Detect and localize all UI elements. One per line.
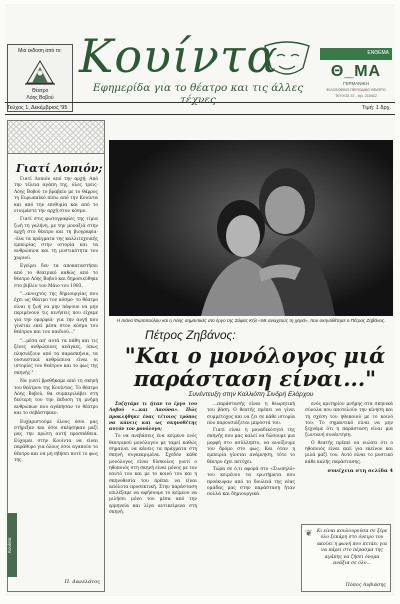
editorial-paragraph: Γιατί Λοπιόν από την αρχή; Από την τέλεια αγάπη της, όλες τρεις· Λόης Βοβού το βραβείο με το θάρρος τη Ευρωπαϊκό πίσω από την Κουίντα και από την επιθυμία και από το ετοιμάστε την αρχή στον κόσμο. [14,177,98,215]
editorial-column [7,120,105,592]
article-column-2 [207,402,295,499]
masthead [5,4,395,116]
decorative-pattern [8,121,104,154]
sponsor-ad [320,48,392,100]
column-side-tab: Κουίντα [7,513,17,577]
article-paragraph: ενός κριτηρίου μνήμης στα σκηνικά σύνολα που αποτελούν την κίνηση και τη σχέση του ηθοποιού με το κοινό του. Το σημαντικό είναι να μην ξεχνάμε ότι η παράσταση είναι μια ζωντανή συνάντηση. [305,402,393,439]
theatre-mask-icon [257,38,317,82]
editorial-paragraph: Ευχαριστούμε όλους όσοι μας στήριξαν και όσοι σκέφτηκαν μαζί μας την πρώτη αυτή προσπάθεια. Εύχομαι στην Κουίντα να είναι παράθυρο για όλους όσοι αγαπούν το θέατρο και να μη σβήσει ποτέ το φως της. [14,419,98,464]
editorial-paragraph: "...ανοιχτός της δημιουργίας που έχει ως θέατρο τον κόσμο· το θέατρο είναι η ζωή να μην πάψουν να μην περιμένουν τις κινήσεις που είχαμε για την ομορφιά· για την αυγή που γίνεται εκεί μέσα στον κόσμο του θεάτρου και του παιδιού..." [14,291,98,336]
issue-price: Τιμή: 1 δρχ. [362,105,391,111]
article-headline: "Και ο μονόλογος μιά παράσταση είναι..." [124,343,386,391]
interview-question: Συζητάμε τι ήταν το έργο του Λοβού «...και Λαούνα». Πώς προκλήθηκε ένας τέτοιος τρόπος να κάνεις και ως σκηνοθέτης αυτόν τον μονόλογο; [109,402,197,433]
stage-photo [109,140,393,316]
newspaper-page [5,4,395,596]
article-column-3 [305,402,393,474]
sponsor-logo: Θ_ΜΑ [330,63,382,80]
flower-ornament-icon: ❦ [305,529,313,539]
editorial-signature: Π. Δανελάτος [64,579,100,585]
editorial-paragraph: Εγείρει δεν τα αποκαταστήσει από το θεατρικό καθώς από το θέατρο Λόης Βοβού και δημοσιεύθηκε στο βιβλίο του Μάιο του 1993. [14,264,98,289]
poem-author: Πόπος Αυβιάσης [345,583,386,588]
theatre-logo-icon [23,57,57,87]
sponsor-line-1: ΦΙΛΟΣΟΦΙΚΟ ΠΕΡΙΟΔΙΚΟ ΘΕΑΤΡΟ [326,88,386,92]
theatre-name-line2: Λόης Βοβού [26,95,54,101]
article-paragraph: Ο θεατής πρέπει να νιώσει ότι ο ηθοποιός είναι εκεί για εκείνον και μιλά μαζί του. Αυτό είναι το μυστικό κάθε καλής παράστασης. [305,440,393,465]
newspaper-title: Κουίντα [79,29,279,83]
title-block [79,29,317,106]
editorial-text [14,177,98,587]
editorial-paragraph: Να γιατί βρεθήκαμε από τη σκηνή του θεάτρου της Κουίντας. Το θέατρο Λόης Βοβού, θα συμπεριλάβει στη δεύτερη του την έκδοση τη μνήμη ανθρώπων που αγάπησαν το θέατρο και το σεβάστηκαν. [14,379,98,417]
stage-photo-image [109,140,393,316]
photo-caption: Η Λιάνα Φωτοπούλου και η Λόης σημαντικές στο έργο της Σόφας Κήλ «Με ανοιχτούς τη χαρά», που σκηνοθέτησε ο Πέτρος Ζηβάνος. [116,318,386,323]
editorial-paragraph: Γιατί στις φωτογραφίες της τίμια ζωή τη γαλήνη, με την μοναξιά στην αρχή στο θέατρο και τη βιογραφία· -όλα τα πράγματα της καλλιτεχνικής εμπειρίας στην ιστορία και τα ανθρώπινα και τη μυστικότητα του χωριού. [14,217,98,261]
publisher-label: Μιά έκδοση από το: [18,48,62,54]
editorial-paragraph: "...μέσα απ' αυτά τα πάθη και τις ξένες ανθρώπινες ανάγκες, όπως πλησιάζουν από τα παρασκήνια, τα ουσιαστικά ανθρώπινα είναι οι ιστορίες του θεάτρου και το φως της σκηνής." [14,338,98,376]
issue-number: Τεύχος 1, Δεκέμβριος '95 [7,105,68,111]
article-column-1 [109,402,197,517]
sponsor-sub: ΓΕΡΜΑΝΙΚΗ [343,81,369,86]
theatre-name-line1: Θέατρο [31,88,49,94]
newspaper-subtitle: Εφημερίδα για το θέατρο και τις άλλες τέχνες [92,82,304,106]
article-paragraph: Γιατί είναι η μοναδικότητά της σκηνής που μας καλεί να δώσουμε μια μορφή στο ασύλληπτο, να ανοίξουμε τον δρόμο στο φως. Και όταν η εμπειρία γίνεται ανάμνηση, τότε το θέατρο έχει πετύχει. [207,428,295,465]
sponsor-ad-top: ΕΝΘΕΜΑ [320,48,392,60]
issue-bar [5,102,395,115]
poem-box [301,524,391,592]
article-byline: Συνέντευξη στην Καλλιόπη Σινδρή Ελάρχου [188,391,314,398]
sponsor-line-2: ΤΕΥΧΟΣ 37 - τηλ. 210412 [335,94,377,98]
article-paragraph: ...παράστασής είναι η θεωρητική του βάση. Ο θεατής πρέπει να γίνει συμμέτοχος και να ζει σε κάθε ιστορία που παρουσιάζεται μπροστά του. [207,402,295,426]
article-kicker: Πέτρος Ζηβάνος: [145,328,236,342]
editorial-heading: Γιατί Λοπιόν; [16,162,103,175]
article-paragraph: Τώρα σε ό,τι αφορά στο «Σιωπηλό» του κειμένου τα ερωτήματα που προέκυψαν από το δουλειά της νέας ομάδας μας στην παράσταση ήταν πολλά και δημιουργικά. [207,466,295,498]
article-paragraph: Το να ανεβάσεις ένα κείμενο ενός θεατρικού μονόλογου με ταμεί καθώς σημαίνει να κάνεις τα πράγματα στη σκηνή συγκεκριμένα. Σχεδόν κάθε μονόλογος είναι δύσκολος γιατί ο ηθοποιός στη σκηνή είναι μόνος με τον εαυτό του και με το κοινό του και η σκηνοθεσία του πρέπει να είναι απόλυτα προσεκτική. Στην παράσταση επιλέξαμε να αφήσουμε το κείμενο να μιλήσει μόνο του μέσα από την ερμηνεία και λίγα αντικείμενα στη σκηνή. [109,434,197,516]
continued-link[interactable]: συνέχεια στη σελίδα 4 [327,467,393,474]
poem-verse: Κι είναι κουλουρούσα σε ξέρε όλο ξεκάρη στο όνειρο του ακούει η φωνή που πετάει για να πάρει στο πέρασμα της αγάπης να ζήσει όνομα ανάξια σε όλο... [316,529,388,567]
